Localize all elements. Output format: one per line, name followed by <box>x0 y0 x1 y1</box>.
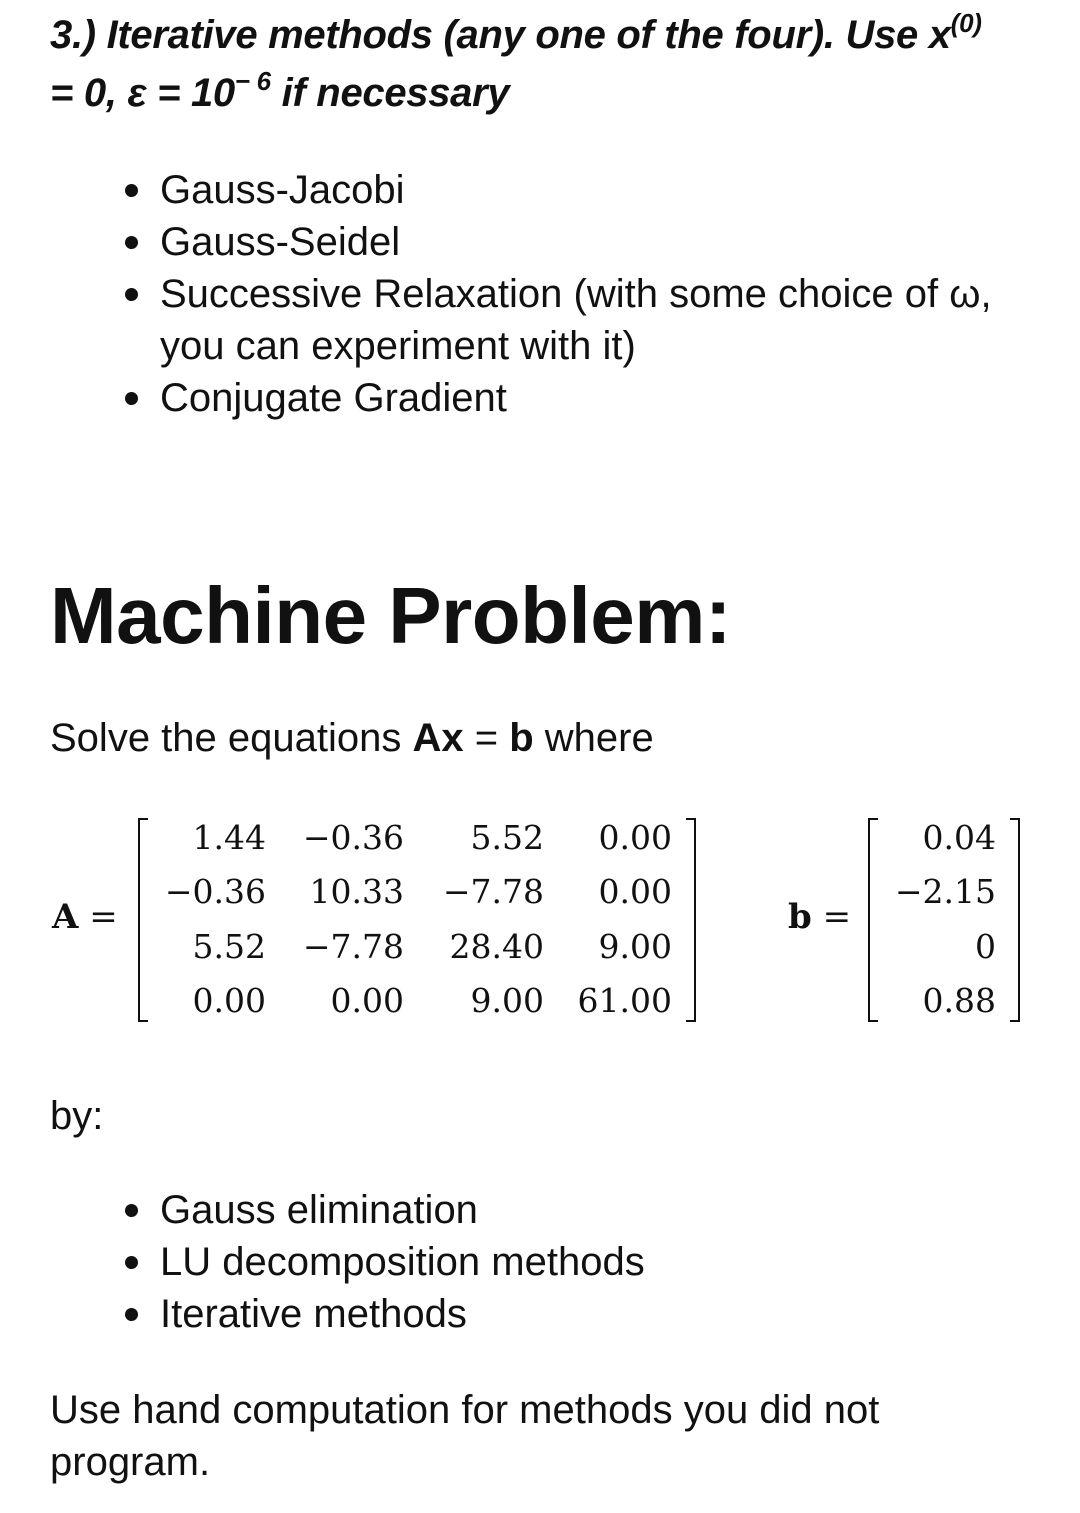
list-item: Gauss elimination <box>160 1184 1040 1236</box>
list-item: Gauss-Jacobi <box>160 164 1040 216</box>
hand-computation-note: Use hand computation for methods you did not program. <box>50 1388 880 1484</box>
solve-statement <box>50 712 654 764</box>
list-item: Conjugate Gradient <box>160 372 1040 424</box>
solve-suffix: where <box>533 716 654 760</box>
vector-b-cell: −2.15 <box>894 872 996 911</box>
vector-b-cell: 0.88 <box>922 981 996 1020</box>
solve-b: b <box>509 716 534 760</box>
matrix-a-cell: 61.00 <box>577 981 672 1020</box>
matrix-a-label: A = <box>52 897 118 937</box>
matrix-a-cell: 0.00 <box>192 981 266 1020</box>
solve-equals: = <box>463 716 510 760</box>
heading-superscript: (0) <box>950 7 982 38</box>
matrix-a-left-bracket <box>138 818 148 1022</box>
vector-b-cell: 0 <box>975 927 996 966</box>
heading-text-part3: if necessary <box>270 71 510 115</box>
matrix-a-cell: 5.52 <box>192 927 266 966</box>
matrix-a-cell: 0.00 <box>598 872 672 911</box>
heading-text-part1: 3.) Iterative methods (any one of the four). Use x <box>50 13 951 57</box>
section-3-heading <box>50 6 1040 122</box>
matrix-a-cell: 10.33 <box>309 872 404 911</box>
heading-text-part2: = 0, ε = 10 <box>50 71 235 115</box>
matrix-a-cell: 0.00 <box>598 818 672 857</box>
iterative-methods-list <box>110 164 1040 424</box>
matrix-a-cell: −7.78 <box>302 927 404 966</box>
matrix-a-cell: −7.78 <box>442 872 544 911</box>
matrix-a-right-bracket <box>686 818 696 1022</box>
list-item: LU decomposition methods <box>160 1236 1040 1288</box>
heading-exponent: − 6 <box>234 65 271 96</box>
matrix-a-cell: 9.00 <box>470 981 544 1020</box>
matrix-a-cell: 9.00 <box>598 927 672 966</box>
solve-prefix: Solve the equations <box>50 716 413 760</box>
matrix-a-cell: 28.40 <box>449 927 544 966</box>
matrix-a-cell: 1.44 <box>192 818 266 857</box>
vector-b-label: b = <box>788 897 852 937</box>
vector-b-right-bracket <box>1010 818 1020 1022</box>
matrix-a-cell: 0.00 <box>330 981 404 1020</box>
solve-ax: Ax <box>412 716 464 760</box>
vector-b-left-bracket <box>868 818 878 1022</box>
vector-b-cell: 0.04 <box>922 818 996 857</box>
matrix-a-cell: −0.36 <box>164 872 266 911</box>
matrix-a-cell: −0.36 <box>302 818 404 857</box>
machine-problem-title: Machine Problem: <box>50 571 732 660</box>
list-item: Iterative methods <box>160 1288 1040 1340</box>
list-item: Successive Relaxation (with some choice of ω, you can experiment with it) <box>160 268 1040 372</box>
list-item: Gauss-Seidel <box>160 216 1040 268</box>
by-label: by: <box>50 1094 104 1138</box>
solution-methods-list <box>110 1184 1040 1340</box>
matrix-a-cell: 5.52 <box>470 818 544 857</box>
